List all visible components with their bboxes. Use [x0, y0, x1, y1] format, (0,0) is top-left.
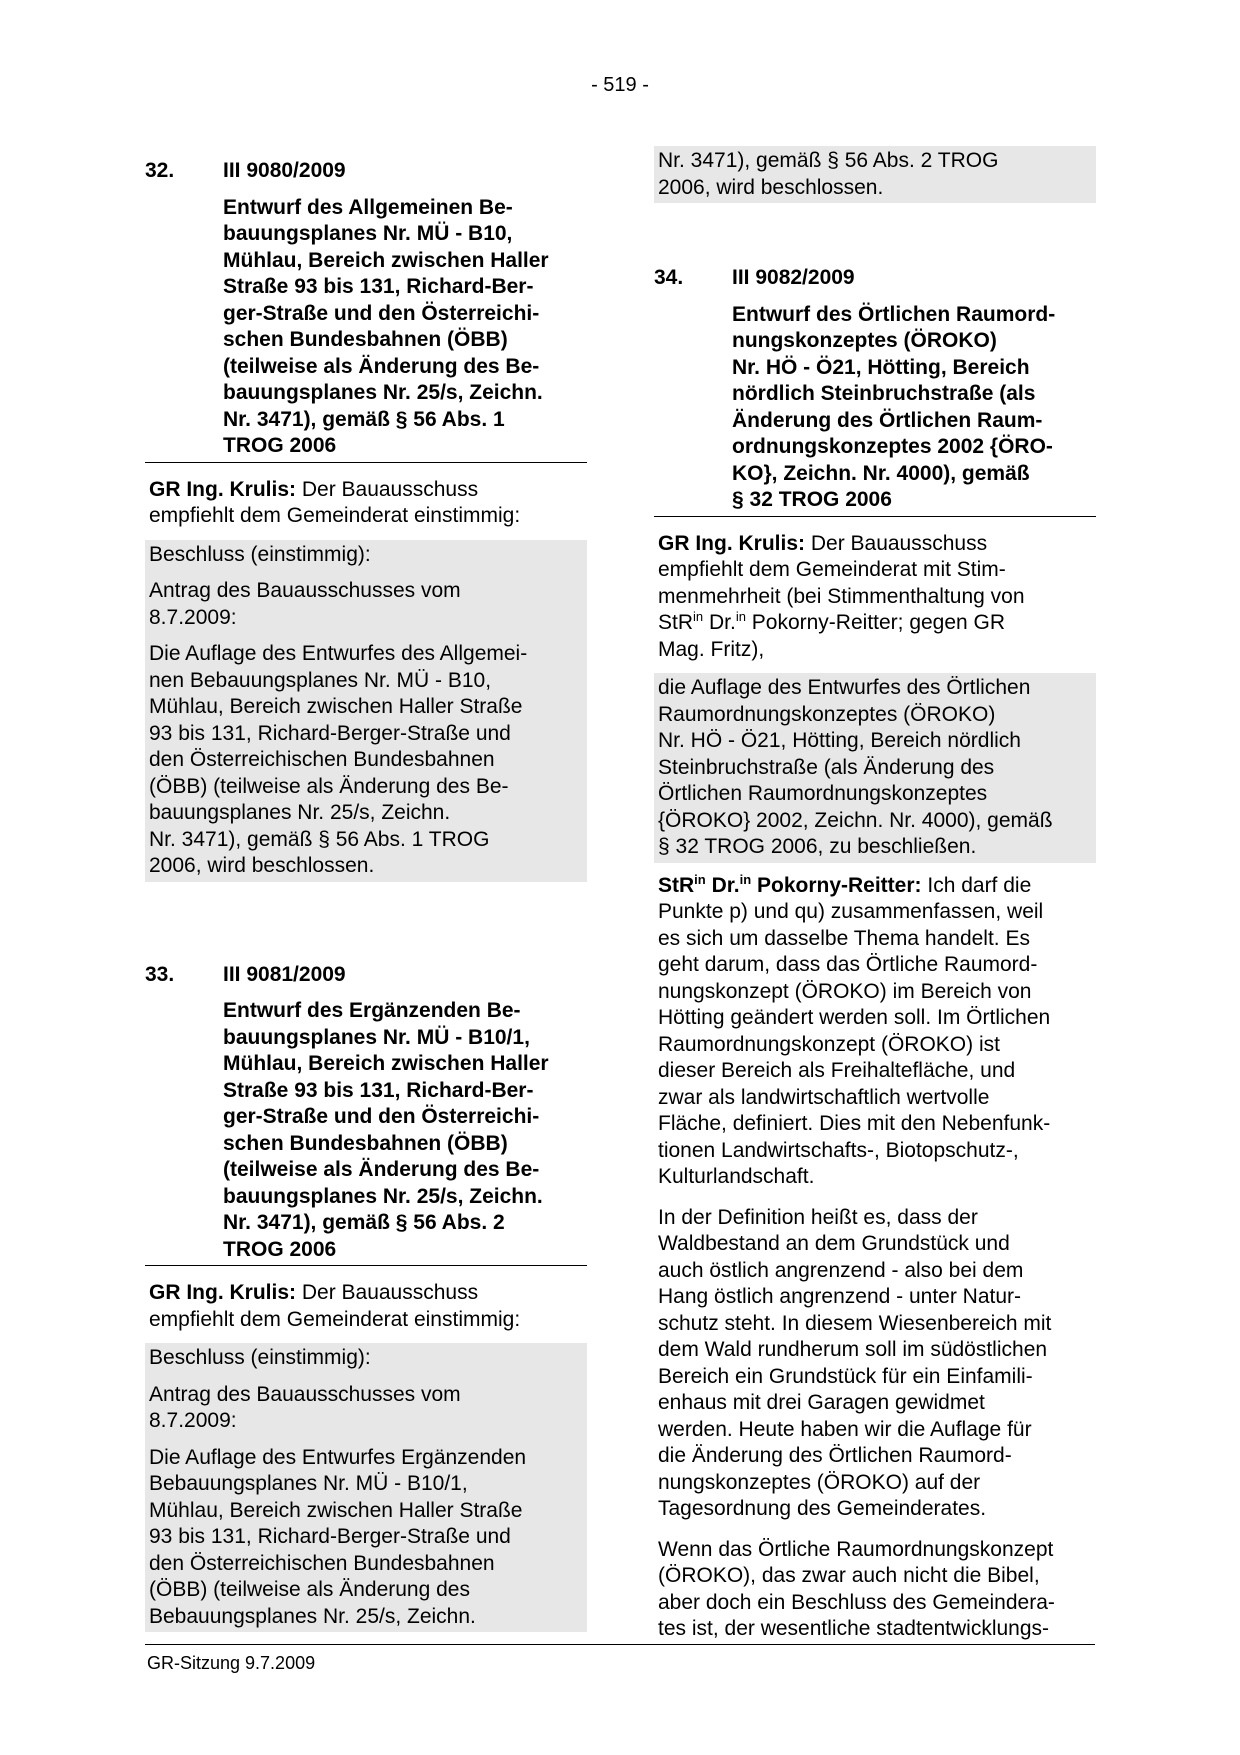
antrag-line: 8.7.2009:: [149, 605, 237, 629]
item-heading: [145, 158, 587, 185]
decision-line: die Auflage des Entwurfes des Örtlichen: [658, 676, 1031, 699]
decision-line: (ÖBB) (teilweise als Änderung des Be-: [149, 774, 509, 798]
speaker-paragraph: [654, 531, 1096, 664]
item-heading: [654, 265, 1096, 292]
decision-line: Raumordnungskonzeptes (ÖROKO): [658, 702, 996, 726]
title-line: Entwurf des Ergänzenden Be-: [223, 999, 521, 1022]
item-number: 32.: [145, 159, 175, 182]
title-line: Mühlau, Bereich zwischen Haller: [223, 248, 549, 272]
agenda-item-32: [145, 158, 587, 882]
footer-divider: [145, 1644, 1095, 1645]
title-line: nördlich Steinbruchstraße (als: [732, 382, 1036, 405]
decision-line: Bebauungsplanes Nr. MÜ - B10/1,: [149, 1472, 468, 1495]
decision-line: Nr. 3471), gemäß § 56 Abs. 1 TROG: [149, 827, 490, 851]
right-column: [654, 146, 1096, 1653]
title-line: Nr. 3471), gemäß § 56 Abs. 1: [223, 407, 505, 431]
title-line: Straße 93 bis 131, Richard-Ber-: [223, 275, 534, 298]
title-line: ger-Straße und den Österreichi-: [223, 1105, 540, 1128]
speech-line: es sich um dasselbe Thema handelt. Es: [658, 926, 1030, 950]
left-column: [145, 158, 587, 1632]
speech-text: empfiehlt dem Gemeinderat einstimmig:: [149, 504, 521, 527]
text-part: Pokorny-Reitter:: [751, 873, 922, 897]
speech-line: nungskonzept (ÖROKO) im Bereich von: [658, 979, 1032, 1003]
title-line: TROG 2006: [223, 1237, 337, 1261]
speech-line: werden. Heute haben wir die Auflage für: [658, 1417, 1032, 1441]
speech-text: Ich darf die: [927, 873, 1032, 897]
decision-block: [145, 1343, 587, 1632]
decision-line: Örtlichen Raumordnungskonzeptes: [658, 782, 988, 805]
speech-text: Der Bauausschuss: [810, 531, 988, 555]
speech-line: Fläche, definiert. Dies mit den Nebenfunk-: [658, 1112, 1051, 1135]
decision-line: Mühlau, Bereich zwischen Haller Straße: [149, 695, 523, 718]
title-line: Entwurf des Örtlichen Raumord-: [732, 302, 1056, 326]
decision-line: § 32 TROG 2006, zu beschließen.: [658, 835, 977, 858]
speech-paragraph: [654, 1205, 1096, 1523]
speaker-name: GR Ing. Krulis:: [149, 477, 296, 501]
antrag-label: [149, 578, 583, 631]
footer-text: GR-Sitzung 9.7.2009: [147, 1653, 316, 1673]
speaker-name: GR Ing. Krulis:: [658, 531, 805, 555]
speaker-paragraph: [654, 873, 1096, 1191]
decision-line: Nr. 3471), gemäß § 56 Abs. 2 TROG: [658, 149, 999, 172]
page-number: - 519 -: [591, 74, 649, 96]
decision-line: Nr. HÖ - Ö21, Hötting, Bereich nördlich: [658, 729, 1021, 752]
beschluss-label: Beschluss (einstimmig):: [149, 1346, 371, 1369]
speech-text: empfiehlt dem Gemeinderat einstimmig:: [149, 1307, 521, 1331]
speech-line: In der Definition heißt es, dass der: [658, 1205, 978, 1229]
decision-line: den Österreichischen Bundesbahnen: [149, 1551, 495, 1575]
title-line: TROG 2006: [223, 434, 337, 457]
title-line: KO}, Zeichn. Nr. 4000), gemäß: [732, 461, 1030, 485]
superscript: in: [735, 609, 746, 624]
speech-text: empfiehlt dem Gemeinderat mit Stim-: [658, 558, 1006, 581]
decision-line: Die Auflage des Entwurfes Ergänzenden: [149, 1445, 527, 1469]
speech-line: die Änderung des Örtlichen Raumord-: [658, 1444, 1012, 1467]
title-line: bauungsplanes Nr. MÜ - B10/1,: [223, 1025, 530, 1049]
decision-line: den Österreichischen Bundesbahnen: [149, 748, 495, 771]
item-number: 33.: [145, 962, 175, 986]
text-part: StR: [658, 611, 694, 634]
antrag-line: Antrag des Bauausschusses vom: [149, 1382, 461, 1406]
speech-text: menmehrheit (bei Stimmenthaltung von: [658, 584, 1025, 608]
item-reference: III 9081/2009: [223, 962, 346, 986]
superscript: in: [739, 871, 752, 887]
text-part: Pokorny-Reitter; gegen GR: [745, 611, 1006, 634]
speech-line: Hötting geändert werden soll. Im Örtlichen: [658, 1006, 1051, 1029]
speech-text: Der Bauausschuss: [301, 1281, 479, 1304]
speech-line: (ÖROKO), das zwar auch nicht die Bibel,: [658, 1564, 1040, 1587]
speech-line: Waldbestand an dem Grundstück und: [658, 1232, 1010, 1255]
title-line: Straße 93 bis 131, Richard-Ber-: [223, 1078, 534, 1102]
speech-text: Mag. Fritz),: [658, 637, 765, 661]
speech-line: Kulturlandschaft.: [658, 1165, 815, 1188]
speech-line: tes ist, der wesentliche stadtentwicklungs-: [658, 1617, 1050, 1640]
decision-line: bauungsplanes Nr. 25/s, Zeichn.: [149, 801, 451, 824]
agenda-item-33: [145, 962, 587, 1633]
text-part: Dr.: [705, 873, 740, 897]
title-line: nungskonzeptes (ÖROKO): [732, 329, 997, 352]
title-line: Entwurf des Allgemeinen Be-: [223, 195, 513, 219]
speech-line: dem Wald rundherum soll im südöstlichen: [658, 1338, 1048, 1361]
item-heading: [145, 962, 587, 989]
speech-text: Der Bauausschuss: [301, 477, 479, 501]
speech-line: nungskonzeptes (ÖROKO) auf der: [658, 1470, 981, 1494]
decision-text: [149, 1445, 583, 1631]
speech-paragraph: [654, 1537, 1096, 1643]
beschluss-label: Beschluss (einstimmig):: [149, 542, 371, 566]
antrag-line: Antrag des Bauausschusses vom: [149, 579, 461, 602]
decision-line: 2006, wird beschlossen.: [658, 175, 884, 199]
title-line: bauungsplanes Nr. 25/s, Zeichn.: [223, 381, 543, 404]
speech-line: Tagesordnung des Gemeinderates.: [658, 1497, 987, 1520]
decision-line: Mühlau, Bereich zwischen Haller Straße: [149, 1498, 523, 1522]
title-line: schen Bundesbahnen (ÖBB): [223, 1131, 508, 1155]
title-line: bauungsplanes Nr. MÜ - B10,: [223, 222, 513, 245]
speech-line: schutz steht. In diesem Wiesenbereich mit: [658, 1311, 1052, 1335]
title-line: Änderung des Örtlichen Raum-: [732, 408, 1043, 432]
speaker-paragraph: [145, 477, 587, 530]
speech-line: Bereich ein Grundstück für ein Einfamili-: [658, 1364, 1033, 1388]
item-title: [145, 998, 587, 1266]
title-line: ordnungskonzeptes 2002 {ÖRO-: [732, 435, 1053, 458]
speech-line: aber doch ein Beschluss des Gemeindera-: [658, 1590, 1055, 1614]
title-line: § 32 TROG 2006: [732, 488, 892, 511]
speaker-name: GR Ing. Krulis:: [149, 1281, 296, 1304]
title-line: (teilweise als Änderung des Be-: [223, 1158, 540, 1181]
speaker-name: [658, 871, 922, 897]
speech-text: [658, 610, 1092, 637]
decision-line: {ÖROKO} 2002, Zeichn. Nr. 4000), gemäß: [658, 808, 1053, 832]
speaker-paragraph: [145, 1280, 587, 1333]
speech-line: auch östlich angrenzend - also bei dem: [658, 1258, 1024, 1282]
speech-line: tionen Landwirtschafts-, Biotopschutz-,: [658, 1138, 1019, 1162]
item-title: [654, 302, 1096, 517]
title-line: ger-Straße und den Österreichi-: [223, 301, 540, 325]
decision-line: Bebauungsplanes Nr. 25/s, Zeichn.: [149, 1604, 476, 1628]
text-part: Dr.: [703, 611, 736, 634]
speech-line: Hang östlich angrenzend - unter Natur-: [658, 1285, 1022, 1308]
speech-line: Raumordnungskonzept (ÖROKO) ist: [658, 1032, 1000, 1056]
speech-line: dieser Bereich als Freihaltefläche, und: [658, 1059, 1016, 1082]
decision-line: Steinbruchstraße (als Änderung des: [658, 755, 995, 779]
decision-line: 93 bis 131, Richard-Berger-Straße und: [149, 721, 511, 745]
decision-line: Die Auflage des Entwurfes des Allgemei-: [149, 642, 528, 665]
antrag-label: [149, 1382, 583, 1435]
decision-block: [654, 673, 1096, 863]
speech-line: Punkte p) und qu) zusammenfassen, weil: [658, 900, 1044, 923]
item-title: [145, 195, 587, 463]
speech-line: Wenn das Örtliche Raumordnungskonzept: [658, 1537, 1054, 1561]
agenda-item-34: [654, 265, 1096, 1643]
speech-line: enhaus mit drei Garagen gewidmet: [658, 1391, 985, 1414]
decision-line: nen Bebauungsplanes Nr. MÜ - B10,: [149, 668, 492, 692]
title-line: Nr. 3471), gemäß § 56 Abs. 2: [223, 1211, 505, 1234]
decision-block: [145, 540, 587, 882]
title-line: schen Bundesbahnen (ÖBB): [223, 328, 508, 351]
superscript: in: [694, 871, 706, 887]
title-line: bauungsplanes Nr. 25/s, Zeichn.: [223, 1184, 543, 1208]
title-line: Nr. HÖ - Ö21, Hötting, Bereich: [732, 355, 1030, 379]
item-number: 34.: [654, 266, 684, 289]
speech-line: zwar als landwirtschaftlich wertvolle: [658, 1085, 990, 1109]
decision-line: 93 bis 131, Richard-Berger-Straße und: [149, 1525, 511, 1548]
item-reference: III 9082/2009: [732, 266, 855, 289]
decision-line: 2006, wird beschlossen.: [149, 854, 375, 877]
decision-text: [149, 641, 583, 880]
title-line: Mühlau, Bereich zwischen Haller: [223, 1052, 549, 1075]
item-reference: III 9080/2009: [223, 159, 346, 182]
text-part: StR: [658, 873, 695, 897]
superscript: in: [693, 609, 704, 624]
speech-line: geht darum, dass das Örtliche Raumord-: [658, 953, 1038, 976]
continued-decision: [654, 146, 1096, 203]
decision-line: (ÖBB) (teilweise als Änderung des: [149, 1578, 470, 1601]
antrag-line: 8.7.2009:: [149, 1409, 237, 1432]
title-line: (teilweise als Änderung des Be-: [223, 354, 540, 378]
